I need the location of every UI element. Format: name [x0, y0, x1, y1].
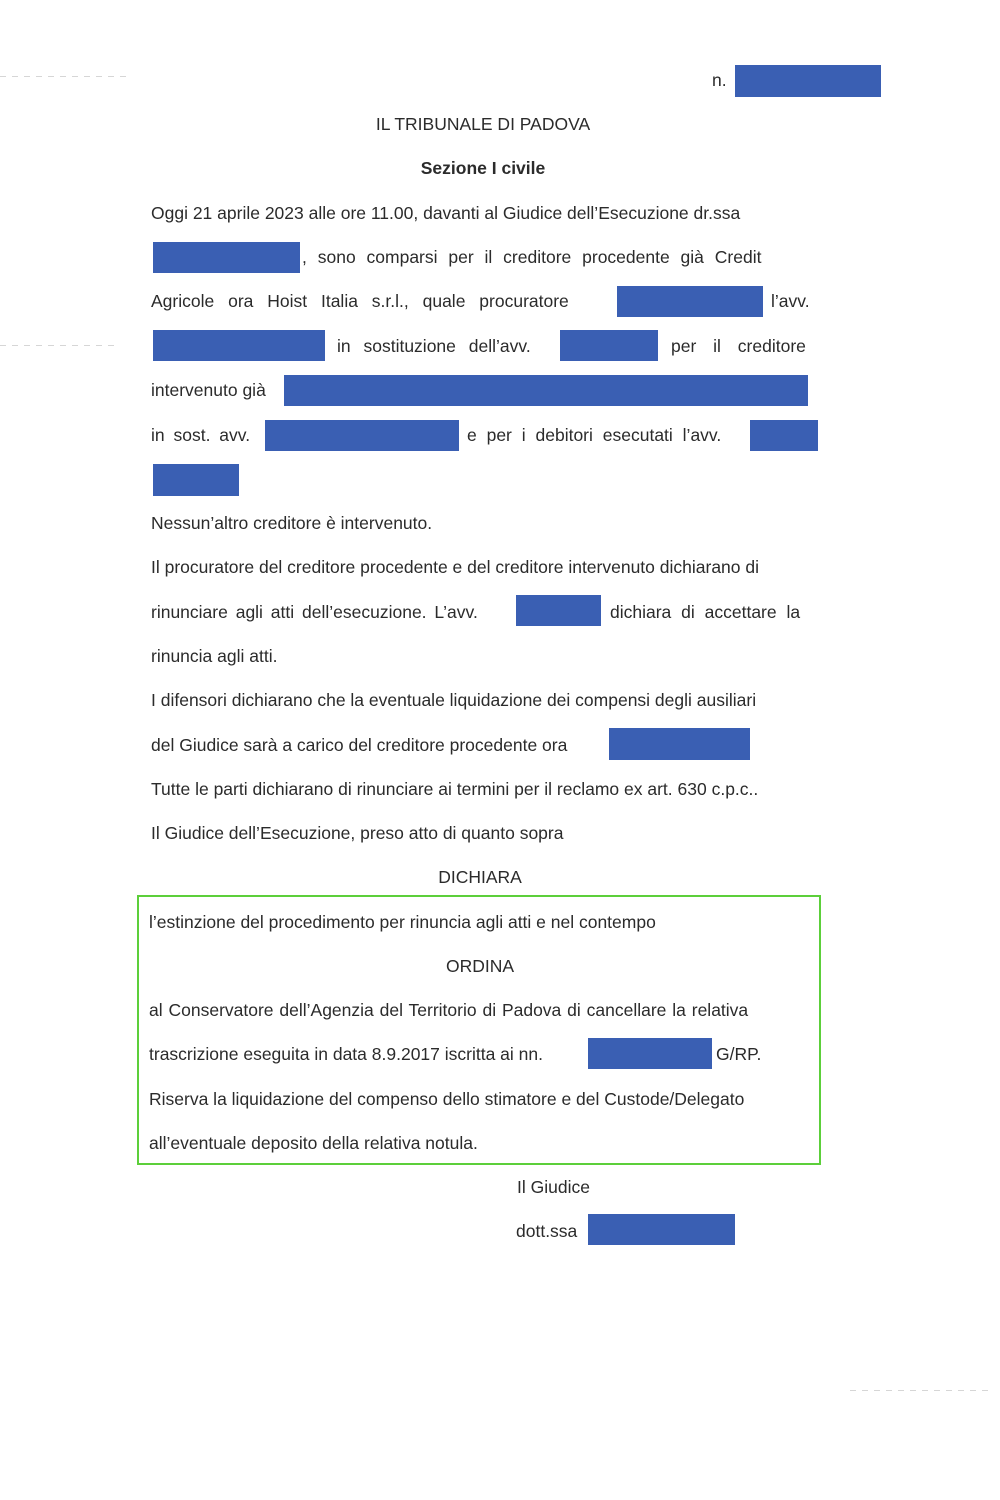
number-label: n. — [712, 70, 727, 90]
redaction-attorney-4 — [265, 420, 459, 451]
intro-line-6b: e per i debitori esecutati l’avv. — [467, 425, 722, 445]
redaction-attorney-2 — [153, 330, 325, 361]
intro-line-2: , sono comparsi per il creditore procedente già Credit — [302, 247, 762, 267]
scan-artifact — [0, 345, 120, 346]
reserve-line-2: all’eventuale deposito della relativa notula. — [149, 1133, 478, 1153]
all-parties-line: Tutte le parti dichiarano di rinunciare ai termini per il reclamo ex art. 630 c.p.c.. — [151, 779, 759, 799]
judge-signature-label: Il Giudice — [517, 1177, 590, 1197]
renounce-line-3: rinuncia agli atti. — [151, 646, 278, 666]
redaction-judge-name — [153, 242, 300, 273]
judge-noted-line: Il Giudice dell’Esecuzione, preso atto di quanto sopra — [151, 823, 564, 843]
judge-title: dott.ssa — [516, 1221, 578, 1241]
redaction-intervening-creditor — [284, 375, 808, 406]
redaction-attorney-6 — [516, 595, 601, 626]
redaction-registration-numbers — [588, 1038, 712, 1069]
intro-line-3b: l’avv. — [771, 291, 810, 311]
court-title: IL TRIBUNALE DI PADOVA — [375, 114, 591, 134]
intro-line-5: intervenuto già — [151, 380, 266, 400]
reserve-line-1: Riserva la liquidazione del compenso dello stimatore e del Custode/Delegato — [149, 1089, 745, 1109]
fees-line-1: I difensori dichiarano che la eventuale liquidazione dei compensi degli ausiliari — [151, 690, 757, 710]
redaction-attorney-3 — [560, 330, 658, 361]
scan-artifact — [850, 1390, 990, 1391]
redaction-attorney-5-cont — [153, 464, 239, 496]
redaction-attorney-5 — [750, 420, 818, 451]
extinction-line: l’estinzione del procedimento per rinuncia agli atti e nel contempo — [149, 912, 656, 932]
intro-line-6a: in sost. avv. — [151, 425, 251, 445]
scan-artifact — [0, 76, 130, 77]
highlight-box — [137, 895, 821, 1165]
redaction-creditor-now — [609, 728, 750, 760]
redaction-attorney-1 — [617, 286, 763, 317]
conservator-line-2a: trascrizione eseguita in data 8.9.2017 iscritta ai nn. — [149, 1044, 543, 1064]
orders-heading: ORDINA — [445, 956, 515, 976]
redaction-number — [735, 65, 881, 97]
redaction-judge-signature-name — [588, 1214, 735, 1245]
conservator-line-1: al Conservatore dell’Agenzia del Territorio di Padova di cancellare la relativa — [149, 1000, 749, 1020]
intro-line-4b: per il creditore — [671, 336, 806, 356]
no-other-creditor: Nessun’altro creditore è intervenuto. — [151, 513, 433, 533]
renounce-line-2a: rinunciare agli atti dell’esecuzione. L’avv. — [151, 602, 478, 622]
renounce-line-2b: dichiara di accettare la — [610, 602, 801, 622]
intro-line-1: Oggi 21 aprile 2023 alle ore 11.00, davanti al Giudice dell’Esecuzione dr.ssa — [151, 203, 741, 223]
fees-line-2: del Giudice sarà a carico del creditore procedente ora — [151, 735, 568, 755]
intro-line-4a: in sostituzione dell’avv. — [337, 336, 531, 356]
declares-heading: DICHIARA — [438, 867, 522, 887]
renounce-line-1: Il procuratore del creditore procedente e del creditore intervenuto dichiarano di — [151, 557, 759, 577]
intro-line-3a: Agricole ora Hoist Italia s.r.l., quale procuratore — [151, 291, 569, 311]
conservator-line-2b: G/RP. — [716, 1044, 762, 1064]
section-title: Sezione I civile — [420, 158, 546, 178]
